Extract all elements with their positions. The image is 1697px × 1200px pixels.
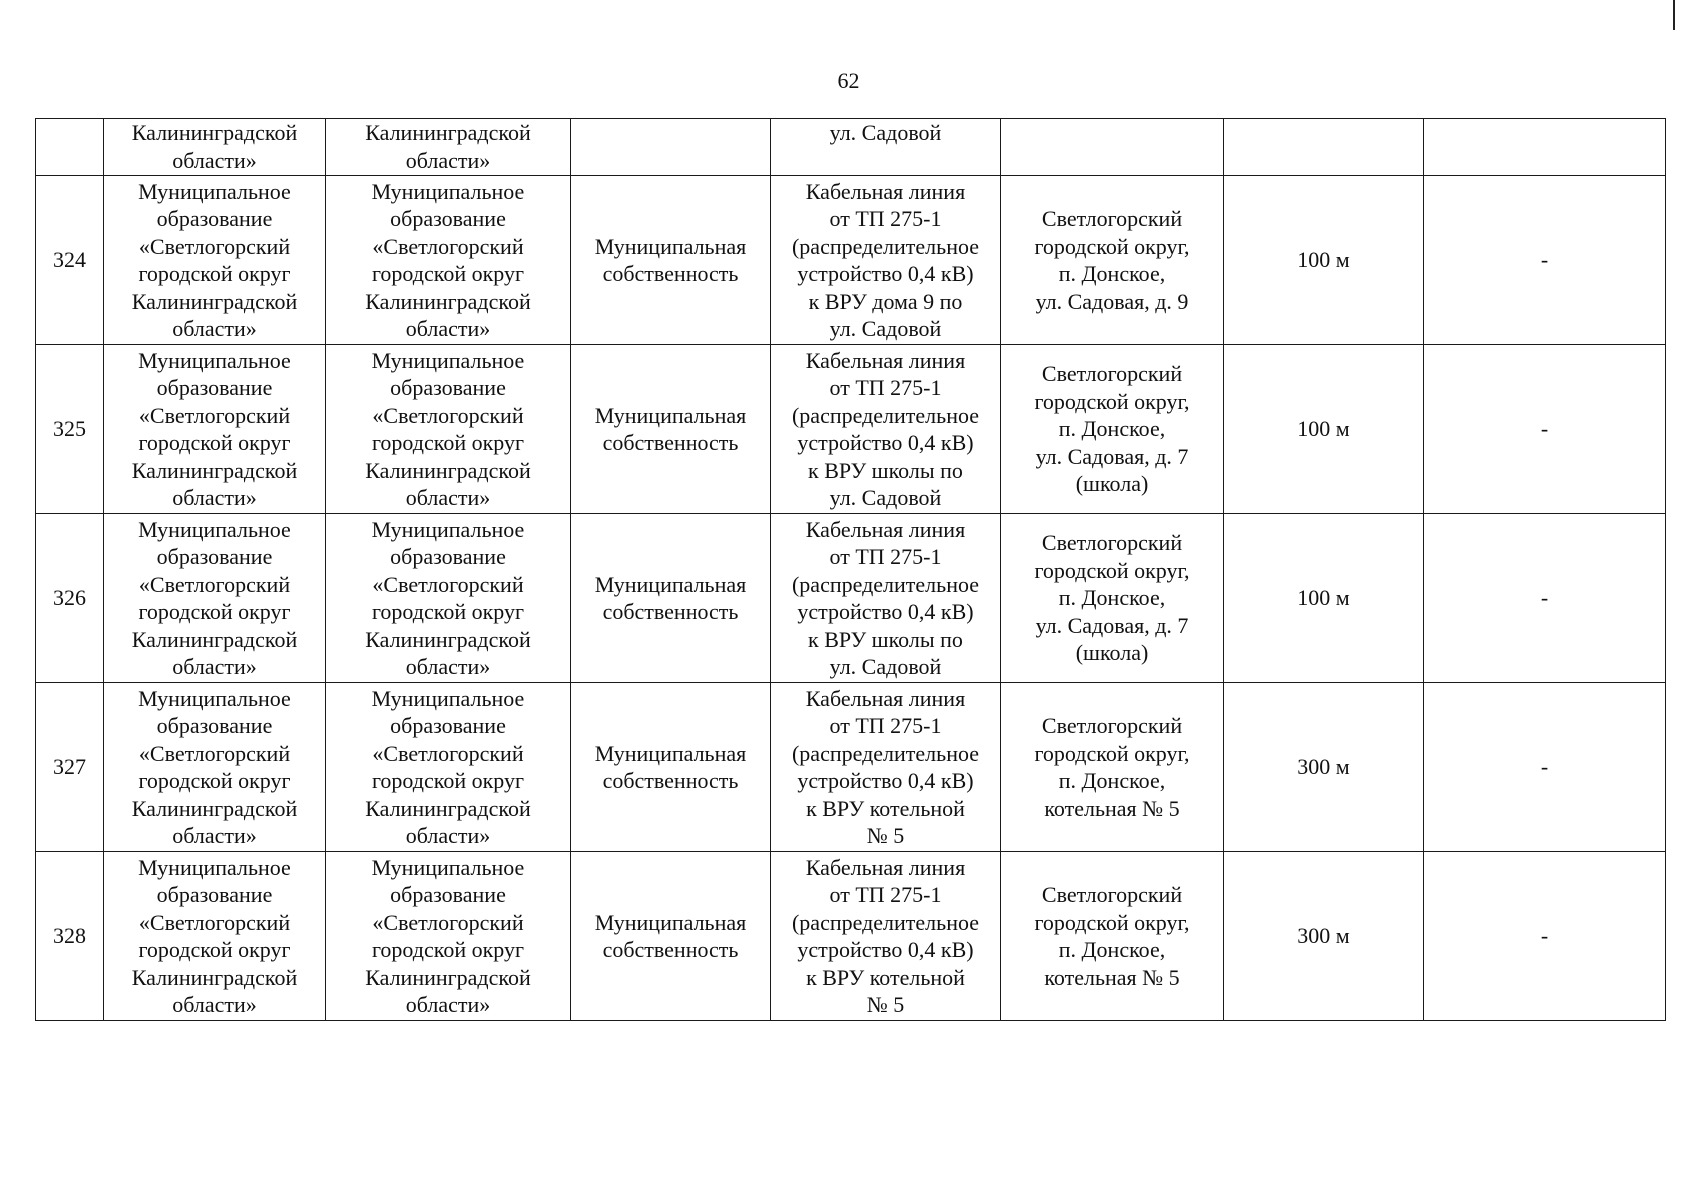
cell-number: 324 xyxy=(36,176,104,345)
cell-extra: - xyxy=(1424,683,1666,852)
cell-length: 100 м xyxy=(1224,514,1424,683)
cell-owner: Калининградской области» xyxy=(104,119,326,176)
cell-length xyxy=(1224,119,1424,176)
cell-address: Светлогорский городской округ, п. Донское, котельная № 5 xyxy=(1001,683,1224,852)
cell-owner: Муниципальное образование «Светлогорский городской округ Калининградской области» xyxy=(104,514,326,683)
registry-table xyxy=(35,118,1666,1021)
cell-number: 325 xyxy=(36,345,104,514)
cell-owner: Муниципальное образование «Светлогорский городской округ Калининградской области» xyxy=(104,176,326,345)
cell-object: ул. Садовой xyxy=(771,119,1001,176)
cell-object: Кабельная линия от ТП 275-1 (распределительное устройство 0,4 кВ) к ВРУ школы по ул. Садовой xyxy=(771,514,1001,683)
cell-extra: - xyxy=(1424,852,1666,1021)
page-edge-mark xyxy=(1673,0,1675,30)
cell-number: 328 xyxy=(36,852,104,1021)
page-number: 62 xyxy=(837,68,860,93)
cell-number: 327 xyxy=(36,683,104,852)
cell-length: 300 м xyxy=(1224,852,1424,1021)
cell-length: 300 м xyxy=(1224,683,1424,852)
table-row xyxy=(36,345,1666,514)
table-row xyxy=(36,683,1666,852)
cell-address: Светлогорский городской округ, п. Донское, ул. Садовая, д. 7 (школа) xyxy=(1001,514,1224,683)
cell-owner: Муниципальное образование «Светлогорский городской округ Калининградской области» xyxy=(104,345,326,514)
cell-right: Муниципальная собственность xyxy=(571,345,771,514)
cell-holder: Калининградской области» xyxy=(326,119,571,176)
cell-object: Кабельная линия от ТП 275-1 (распределительное устройство 0,4 кВ) к ВРУ котельной № 5 xyxy=(771,852,1001,1021)
cell-extra xyxy=(1424,119,1666,176)
cell-right: Муниципальная собственность xyxy=(571,683,771,852)
cell-right xyxy=(571,119,771,176)
cell-holder: Муниципальное образование «Светлогорский городской округ Калининградской области» xyxy=(326,683,571,852)
cell-object: Кабельная линия от ТП 275-1 (распределительное устройство 0,4 кВ) к ВРУ дома 9 по ул. Садовой xyxy=(771,176,1001,345)
cell-holder: Муниципальное образование «Светлогорский городской округ Калининградской области» xyxy=(326,514,571,683)
cell-address: Светлогорский городской округ, п. Донское, ул. Садовая, д. 7 (школа) xyxy=(1001,345,1224,514)
table-row xyxy=(36,852,1666,1021)
continuation-row xyxy=(36,119,1666,176)
cell-length: 100 м xyxy=(1224,345,1424,514)
cell-address: Светлогорский городской округ, п. Донское, котельная № 5 xyxy=(1001,852,1224,1021)
cell-extra: - xyxy=(1424,176,1666,345)
cell-holder: Муниципальное образование «Светлогорский городской округ Калининградской области» xyxy=(326,345,571,514)
cell-address xyxy=(1001,119,1224,176)
cell-address: Светлогорский городской округ, п. Донское, ул. Садовая, д. 9 xyxy=(1001,176,1224,345)
cell-holder: Муниципальное образование «Светлогорский городской округ Калининградской области» xyxy=(326,852,571,1021)
cell-right: Муниципальная собственность xyxy=(571,852,771,1021)
cell-number: 326 xyxy=(36,514,104,683)
table-row xyxy=(36,514,1666,683)
cell-object: Кабельная линия от ТП 275-1 (распределительное устройство 0,4 кВ) к ВРУ школы по ул. Садовой xyxy=(771,345,1001,514)
cell-object: Кабельная линия от ТП 275-1 (распределительное устройство 0,4 кВ) к ВРУ котельной № 5 xyxy=(771,683,1001,852)
cell-number xyxy=(36,119,104,176)
cell-extra: - xyxy=(1424,345,1666,514)
cell-length: 100 м xyxy=(1224,176,1424,345)
cell-right: Муниципальная собственность xyxy=(571,176,771,345)
table-row xyxy=(36,176,1666,345)
cell-holder: Муниципальное образование «Светлогорский городской округ Калининградской области» xyxy=(326,176,571,345)
cell-extra: - xyxy=(1424,514,1666,683)
cell-owner: Муниципальное образование «Светлогорский городской округ Калининградской области» xyxy=(104,683,326,852)
cell-right: Муниципальная собственность xyxy=(571,514,771,683)
cell-owner: Муниципальное образование «Светлогорский городской округ Калининградской области» xyxy=(104,852,326,1021)
